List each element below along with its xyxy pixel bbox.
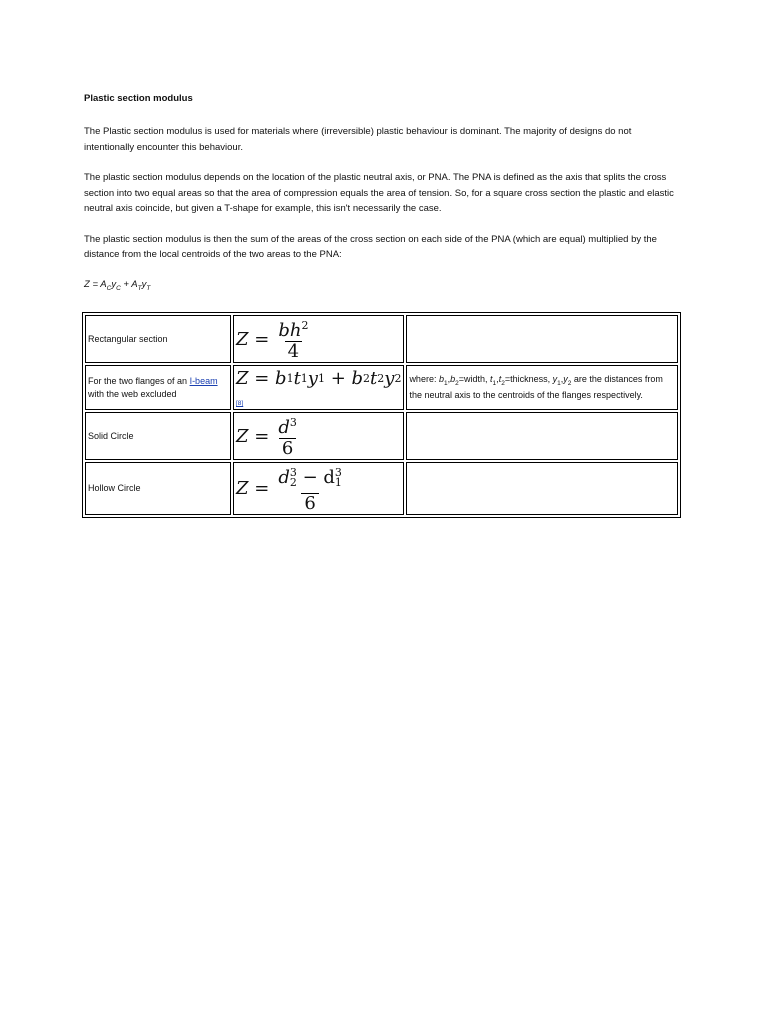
formula-cell xyxy=(233,315,404,363)
rectangular-formula: Z = $\frac{bh^2}{4}$ xyxy=(236,319,309,362)
note-cell xyxy=(406,315,678,363)
note-cell: where: $b_1,b_2=width$, $t_1,t_2=thickness$, $y_1,y_2$ are the distances from the neutral axis to the centroids of the flanges respectively. xyxy=(406,365,678,410)
row-label: Rectangular section xyxy=(85,315,231,363)
table-row xyxy=(85,412,678,460)
formula-cell xyxy=(233,412,404,460)
row-label: Hollow Circle xyxy=(85,462,231,515)
table-row xyxy=(85,462,678,515)
table-row xyxy=(85,315,678,363)
paragraph-intro: The Plastic section modulus is used for materials where (irreversible) plastic behaviour is dominant. The majority of designs do not intentionally encounter this behaviour. xyxy=(84,126,632,153)
hollow-circle-formula: Z = $\frac{d^3_2 - d^3_1}{6}$ xyxy=(236,466,342,514)
row-label: Solid Circle xyxy=(85,412,231,460)
table-row xyxy=(85,365,678,410)
document-body xyxy=(84,92,684,313)
note-cell xyxy=(406,462,678,515)
row-label: For the two flanges of an I-beam with the web excluded xyxy=(85,365,231,410)
paragraph-sum: The plastic section modulus is then the sum of the areas of the cross section on each side of the PNA (which are equal) multiplied by the distance from the local centroids of the two areas to the PNA: xyxy=(84,233,657,260)
plastic-modulus-formula: $Z = A_Cy_C + A_Ty_T$ xyxy=(84,278,151,292)
section-modulus-table xyxy=(82,312,681,518)
formula-cell xyxy=(233,462,404,515)
citation-link[interactable]: [8] xyxy=(236,400,244,407)
solid-circle-formula: Z = $\frac{d^3}{6}$ xyxy=(236,416,297,459)
note-cell xyxy=(406,412,678,460)
i-beam-link[interactable]: I-beam xyxy=(189,375,218,386)
formula-cell xyxy=(233,365,404,410)
paragraph-pna: The plastic section modulus depends on the location of the plastic neutral axis, or PNA. The PNA is defined as the axis that splits the cross section into two equal areas so that the area of compression equals the area of tension. So, for a square cross section the plastic and elastic neutral axis coincide, but given a T-shape for example, this isn't necessarily the case. xyxy=(84,172,674,214)
i-beam-formula: Z = b 1 t 1 y 1 + b 2 t 2 y 2 xyxy=(236,368,402,389)
section-heading: Plastic section modulus xyxy=(84,93,193,104)
